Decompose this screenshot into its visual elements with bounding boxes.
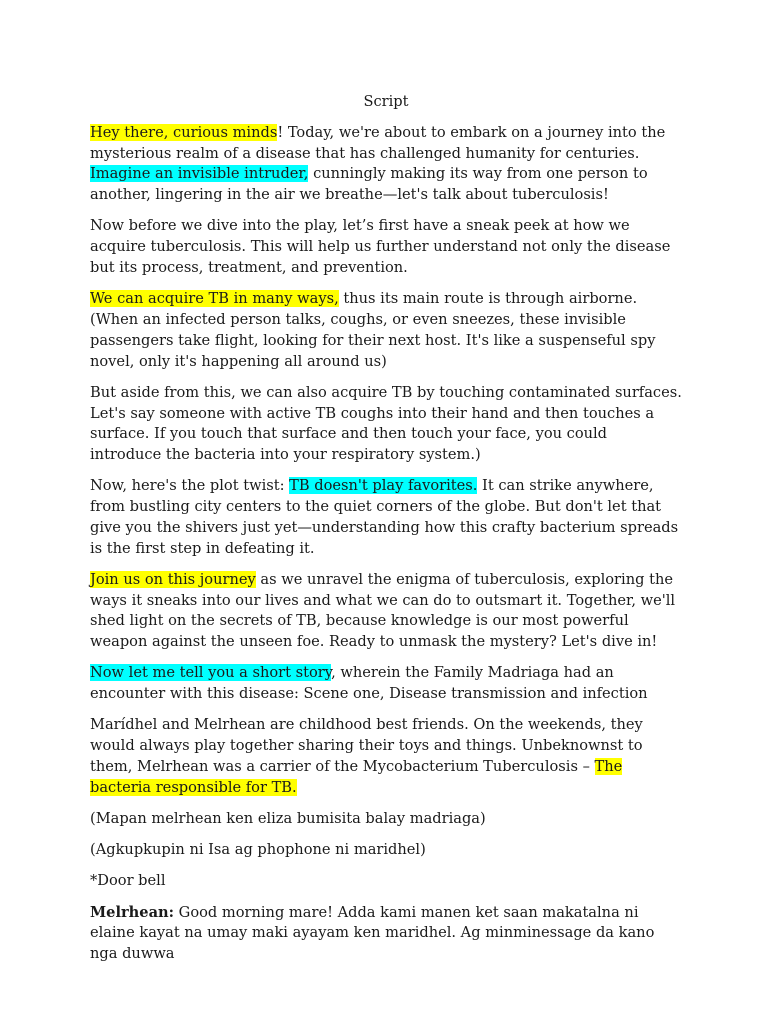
paragraph-text: , wherein the Family Madriaga had an encounter with this disease: Scene one, Disease transmission and infection bbox=[90, 664, 648, 703]
highlighted-text: Hey there, curious minds bbox=[90, 123, 278, 141]
paragraph-text: Now before we dive into the play, let’s first have a sneak peek at how we acquire tuberculosis. This will help us further understand not only the disease but its process, treatment, and prevention. bbox=[90, 217, 671, 276]
paragraph-text: Now, here's the plot twist: bbox=[90, 477, 290, 495]
highlighted-text: TB doesn't play favorites. bbox=[289, 477, 478, 495]
paragraph bbox=[90, 663, 682, 705]
paragraph bbox=[90, 871, 682, 892]
paragraph bbox=[90, 216, 682, 278]
document-page bbox=[90, 92, 682, 975]
highlighted-text: Now let me tell you a short story bbox=[90, 664, 332, 682]
paragraph-text: as we unravel the enigma of tuberculosis, exploring the ways it sneaks into our lives and what we can do to outsmart it. Together, we'll shed light on the secrets of TB, because knowledge is our most powerful weapon against the unseen foe. Ready to unmask the mystery? Let's dive in! bbox=[90, 570, 676, 651]
paragraph bbox=[90, 809, 682, 830]
paragraph-text: Good morning mare! Adda kami manen ket saan makatalna ni elaine kayat na umay maki ayayam ken maridhel. Ag minminessage da kano nga duwwa bbox=[90, 903, 655, 963]
highlighted-text: The bacteria responsible for TB. bbox=[90, 758, 623, 796]
paragraph-text: (Mapan melrhean ken eliza bumisita balay madriaga) bbox=[90, 810, 486, 828]
highlighted-text: Join us on this journey bbox=[90, 570, 256, 588]
paragraph bbox=[90, 903, 682, 965]
paragraph-text: Marídhel and Melrhean are childhood best friends. On the weekends, they would always play together sharing their toys and things. Unbeknownst to them, Melrhean was a carrier of the Mycobacterium Tuberculosis – bbox=[90, 716, 643, 776]
paragraph-text: It can strike anywhere, from bustling city centers to the quiet corners of the globe. But don't let that give you the shivers just yet—understanding how this crafty bacterium spreads is the first step in defeating it. bbox=[90, 477, 679, 557]
paragraph bbox=[90, 123, 682, 206]
paragraph-text: ! Today, we're about to embark on a journey into the mysterious realm of a disease that has challenged humanity for centuries. bbox=[90, 123, 666, 162]
document-body bbox=[90, 123, 682, 965]
paragraph bbox=[90, 289, 682, 372]
paragraph-text: *Door bell bbox=[90, 872, 166, 890]
paragraph bbox=[90, 476, 682, 559]
speaker-name: Melrhean: bbox=[90, 903, 175, 921]
highlighted-text: Imagine an invisible intruder, bbox=[90, 165, 309, 183]
paragraph bbox=[90, 383, 682, 466]
document-title: Script bbox=[363, 93, 409, 110]
highlighted-text: We can acquire TB in many ways, bbox=[90, 290, 339, 308]
paragraph-text: cunningly making its way from one person to another, lingering in the air we breathe—let's talk about tuberculosis! bbox=[90, 165, 648, 204]
paragraph bbox=[90, 715, 682, 798]
paragraph bbox=[90, 840, 682, 861]
paragraph-text: But aside from this, we can also acquire TB by touching contaminated surfaces. Let's say someone with active TB coughs into their hand and then touches a surface. If you touch that surface and then touch your face, you could introduce the bacteria into your respiratory system.) bbox=[90, 383, 682, 464]
paragraph bbox=[90, 570, 682, 653]
paragraph-text: (Agkupkupin ni Isa ag phophone ni maridhel) bbox=[90, 841, 426, 859]
paragraph-text: thus its main route is through airborne. (When an infected person talks, coughs, or even sneezes, these invisible passengers take flight, looking for their next host. It's like a suspenseful spy novel, only it's happening all around us) bbox=[90, 290, 656, 370]
